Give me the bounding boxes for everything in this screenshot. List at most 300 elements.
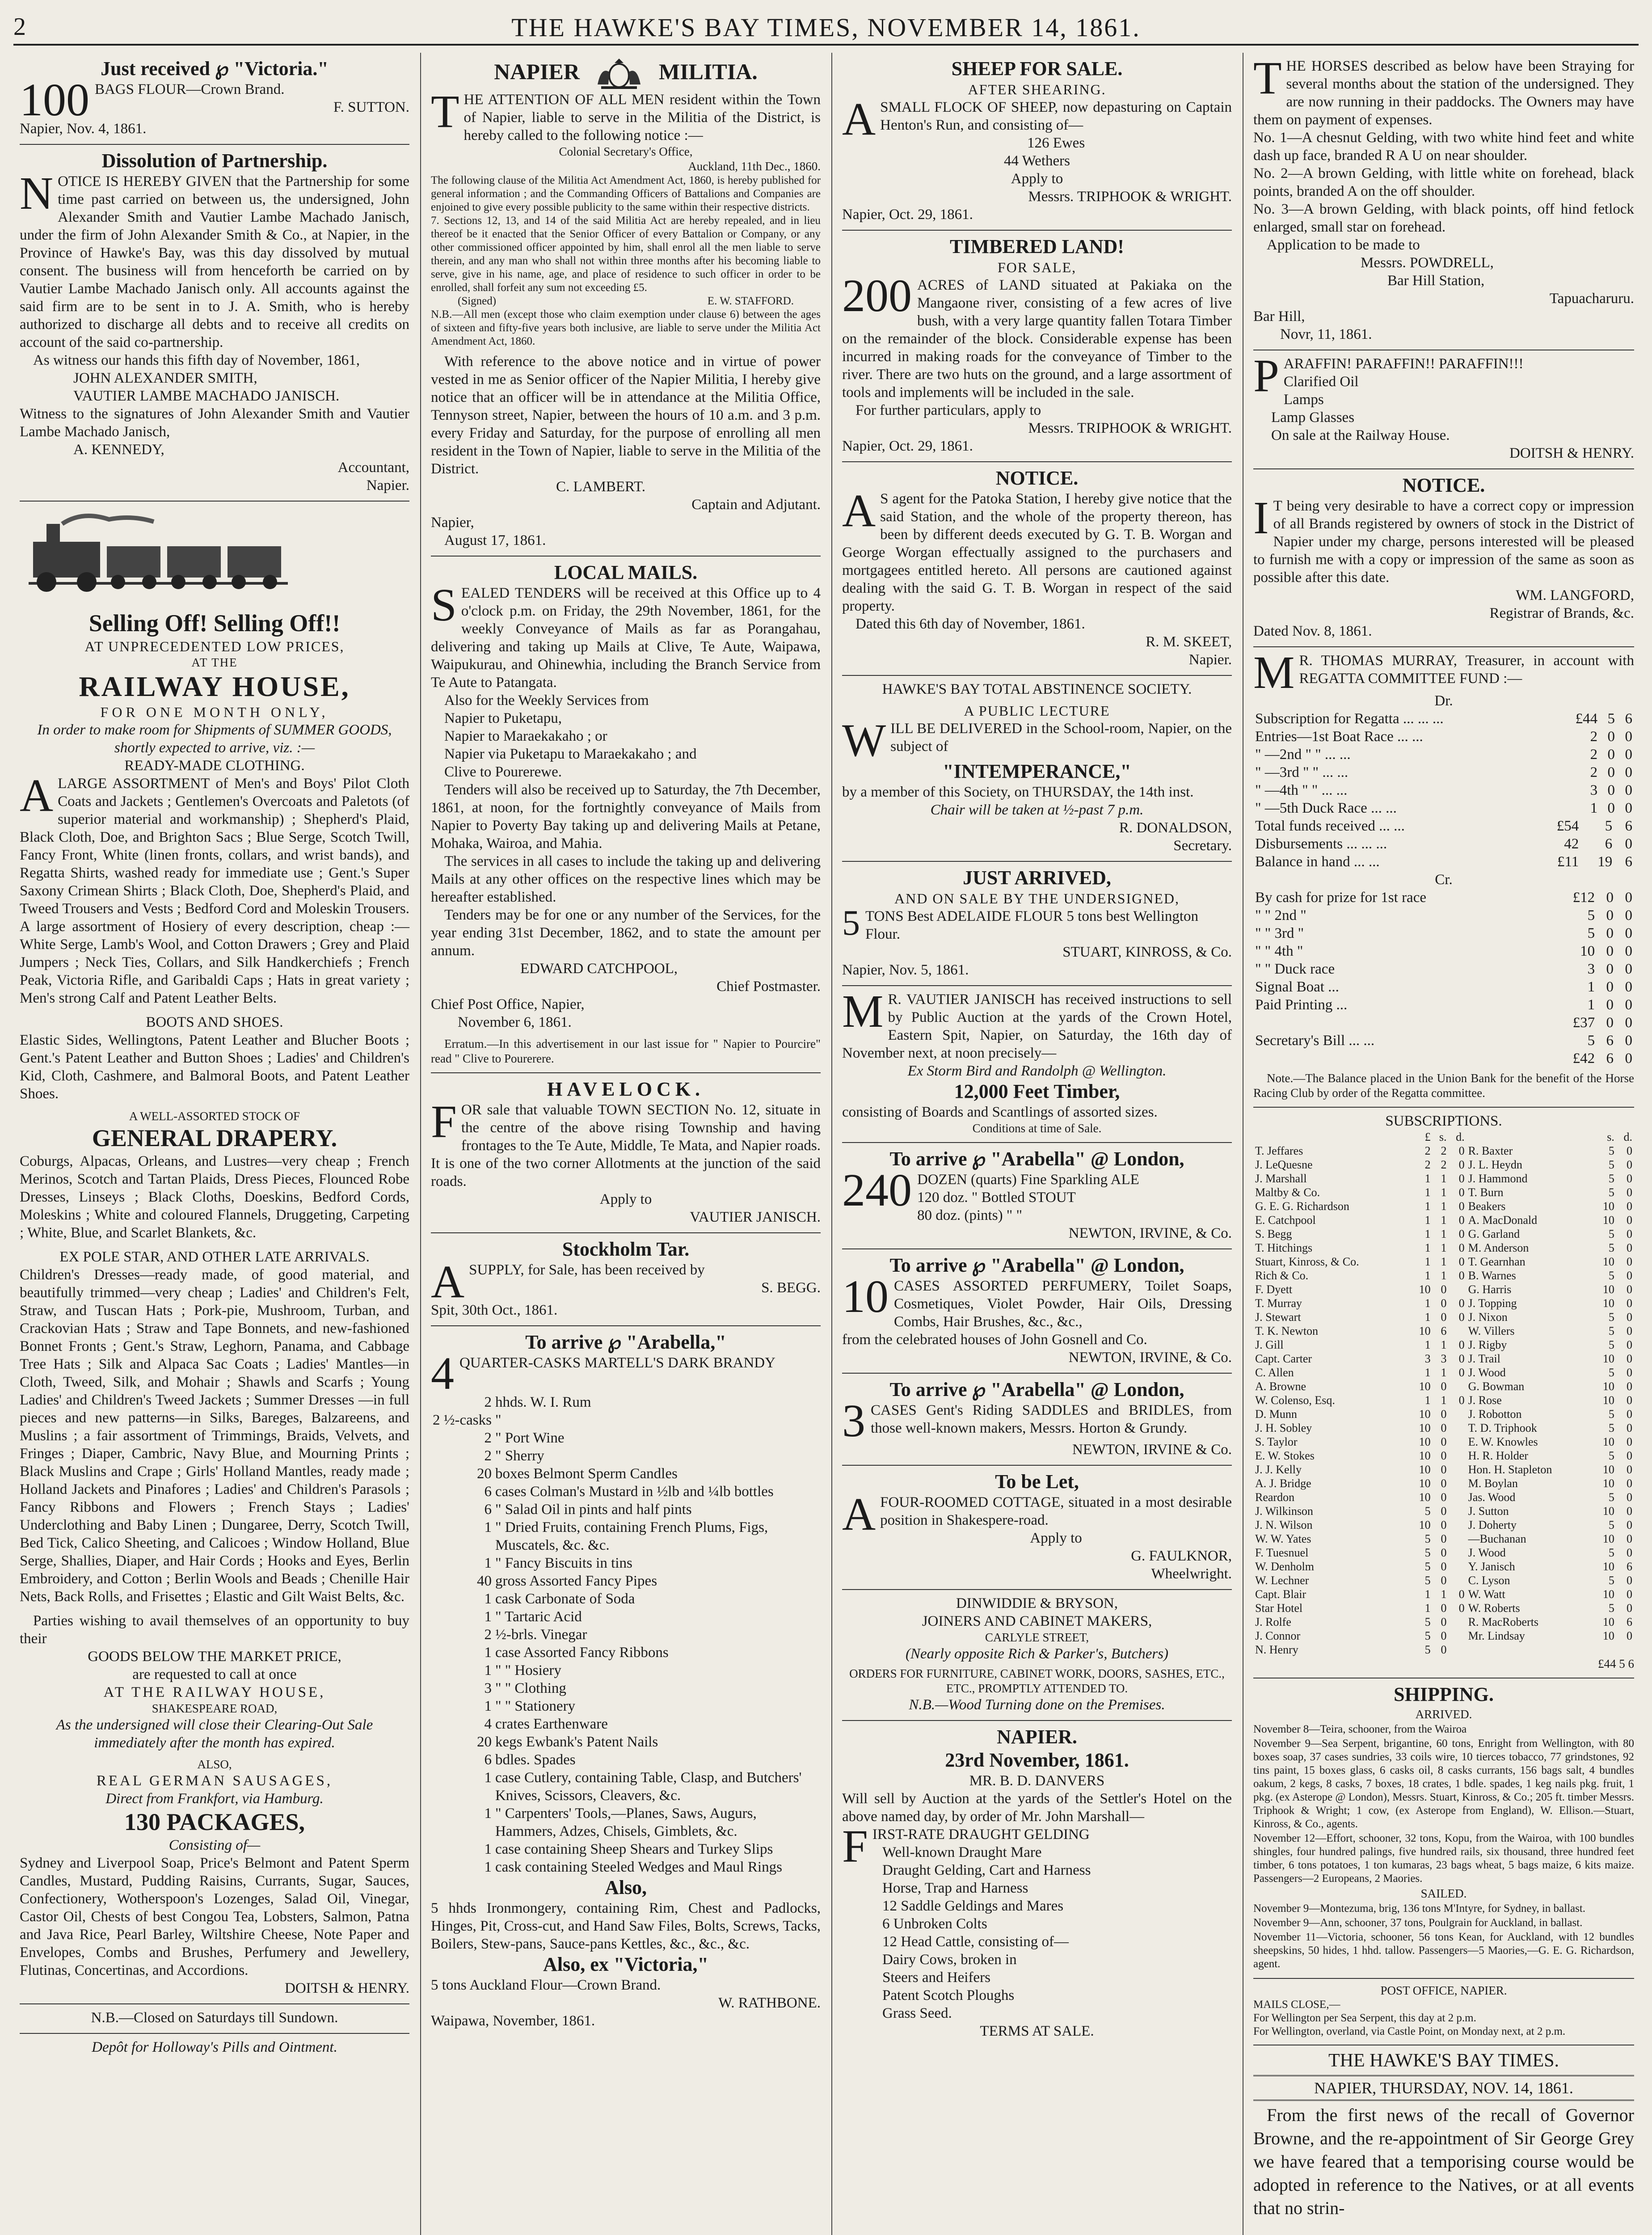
notice-body: MAILS CLOSE,— <box>1253 1999 1340 2011</box>
subscriber-name: J. Rigby <box>1468 1338 1507 1351</box>
amount-cell: 0 <box>1625 800 1632 816</box>
ad-heading: Dissolution of Partnership. <box>101 150 328 172</box>
goods-item: " " Stationery <box>495 1698 576 1714</box>
section-heading: Also, ex "Victoria," <box>543 1953 708 1975</box>
ad-signature: Messrs. TRIPHOOK & WRIGHT. <box>1028 420 1232 436</box>
notice-office: Colonial Secretary's Office, <box>559 144 693 158</box>
goods-item: QUARTER-CASKS MARTELL'S DARK BRANDY <box>459 1354 775 1371</box>
totals-table <box>1253 817 1634 871</box>
ad-address: (Nearly opposite Rich & Parker's, Butchers) <box>905 1646 1169 1662</box>
column-rule <box>831 53 832 2235</box>
ad-note: As the undersigned will close their Clearing-Out Sale immediately after the month has expired. <box>56 1717 373 1751</box>
debit-row <box>1253 781 1634 799</box>
account-note: Note.—The Balance placed in the Union Bank for the benefit of the Horse Racing Club by order of the Regatta committee. <box>1253 1071 1634 1100</box>
amount-cell <box>1449 1379 1467 1393</box>
shipping-news <box>1253 1678 1634 1979</box>
amount-cell: 1 <box>1441 1172 1447 1185</box>
ad-note: N.B.—Closed on Saturdays till Sundown. <box>91 2010 338 2026</box>
subscriber-name: R. Baxter <box>1468 1144 1513 1157</box>
ad-heading: To arrive ℘ "Arabella" @ London, <box>889 1379 1184 1400</box>
column-1 <box>13 53 416 2235</box>
subscription-row <box>1253 1144 1634 1158</box>
subscriber-name: C. Lyson <box>1468 1574 1510 1587</box>
subscription-row <box>1253 1435 1634 1449</box>
ad-heading: JUST ARRIVED, <box>963 867 1111 889</box>
goods-item: bdles. Spades <box>495 1751 576 1768</box>
amount-cell: 0 <box>1627 1297 1632 1310</box>
subscriber-name: Reardon <box>1255 1491 1295 1504</box>
row-label: Paid Printing ... <box>1255 997 1348 1013</box>
notice-witness: As witness our hands this fifth day of November, 1861, <box>33 352 360 368</box>
amount-cell: £54 <box>1556 818 1579 834</box>
goods-row <box>431 1858 821 1876</box>
subscriber-name: J. Hammond <box>1468 1172 1528 1185</box>
subscription-row <box>1253 1366 1634 1379</box>
ad-heading: Just received ℘ "Victoria." <box>101 58 329 80</box>
goods-item: " Tartaric Acid <box>495 1608 582 1625</box>
amount-cell <box>1616 1643 1634 1657</box>
amount-cell: 0 <box>1458 1269 1465 1282</box>
amount-cell: 5 <box>1587 925 1595 941</box>
amount-cell: 6 <box>1625 711 1632 727</box>
signed-label: (Signed) <box>458 295 497 307</box>
auction-item: 6 Unbroken Colts <box>882 1916 987 1932</box>
subscription-row <box>1253 1407 1634 1421</box>
subscriptions-list <box>1253 1108 1634 1678</box>
ad-heading: SHEEP FOR SALE. <box>951 58 1123 80</box>
subscription-row <box>1253 1379 1634 1393</box>
amount-cell: 10 <box>1602 1394 1614 1407</box>
ad-arabella-ale <box>842 1143 1232 1249</box>
section-subheading: ARRIVED. <box>1415 1708 1472 1721</box>
credit-row <box>1253 889 1634 907</box>
amount-cell: 5 <box>1607 711 1615 727</box>
amount-cell: 1 <box>1441 1214 1447 1227</box>
subscription-row <box>1253 1504 1634 1518</box>
amount-cell: 6 <box>1441 1324 1447 1337</box>
amount-cell: 0 <box>1458 1186 1465 1199</box>
amount-cell: 10 <box>1419 1491 1431 1504</box>
goods-qty: 1 <box>484 1698 492 1714</box>
credit-row <box>1253 960 1634 978</box>
drop-cap: W <box>842 715 886 766</box>
subscriber-name: C. Allen <box>1255 1366 1294 1379</box>
ad-body: TONS Best ADELAIDE FLOUR 5 tons best Wellington Flour. <box>865 908 1199 942</box>
ad-line: Ex Storm Bird and Randolph @ Wellington. <box>907 1063 1167 1079</box>
goods-row <box>431 1805 821 1840</box>
notice-body: Application to be made to <box>1267 237 1420 253</box>
drop-cap: M <box>842 986 884 1037</box>
ad-note: Depôt for Holloway's Pills and Ointment. <box>92 2039 337 2055</box>
amount-cell: 5 <box>1424 1574 1431 1587</box>
amount-cell <box>1449 1560 1467 1573</box>
amount-cell: 0 <box>1441 1491 1447 1504</box>
subscriber-name: J. L. Heydn <box>1468 1158 1522 1171</box>
goods-item: " Sherry <box>495 1447 544 1464</box>
goods-row <box>431 1393 821 1411</box>
ad-subheading: A PUBLIC LECTURE <box>964 703 1110 719</box>
column-3 <box>836 53 1238 2235</box>
page-number: 2 <box>13 13 26 41</box>
amount-cell: 2 <box>1424 1144 1431 1157</box>
amount-cell: 1 <box>1441 1186 1447 1199</box>
amount-cell: 0 <box>1458 1255 1465 1268</box>
amount-cell <box>1449 1532 1467 1546</box>
goods-row <box>431 1429 821 1447</box>
total-row <box>1253 817 1634 835</box>
subscription-row <box>1253 1213 1634 1227</box>
column-header: d. <box>1623 1130 1632 1143</box>
amount-cell: 0 <box>1607 764 1615 780</box>
ad-cottage-to-let <box>842 1466 1232 1590</box>
ad-heading: NOTICE. <box>995 467 1079 489</box>
amount-cell: 0 <box>1607 729 1615 745</box>
goods-row <box>431 1590 821 1608</box>
amount-cell: 0 <box>1458 1366 1465 1379</box>
amount-cell: 0 <box>1441 1602 1447 1615</box>
amount-cell: 0 <box>1627 1463 1632 1476</box>
amount-cell: 5 <box>1424 1615 1431 1628</box>
amount-cell: 0 <box>1606 925 1614 941</box>
ad-address: SHAKESPEARE ROAD, <box>152 1702 278 1715</box>
ad-quantity: 4 <box>431 1347 454 1399</box>
row-label: Disbursements ... ... ... <box>1255 836 1387 852</box>
goods-qty: 1 <box>484 1769 492 1786</box>
goods-qty: 1 <box>484 1859 492 1875</box>
subscriber-name: Mr. Lindsay <box>1468 1629 1525 1642</box>
row-label: Total funds received ... ... <box>1255 818 1405 834</box>
goods-qty: 40 <box>476 1573 492 1589</box>
amount-cell: 5 <box>1608 1449 1614 1462</box>
amount-cell: 0 <box>1458 1352 1465 1365</box>
ad-line: Apply to <box>1011 171 1063 187</box>
departures-list <box>1253 1902 1634 1971</box>
amount-cell: 5 <box>1424 1643 1431 1656</box>
amount-cell: 5 <box>1608 1311 1614 1324</box>
amount-cell: 10 <box>1419 1449 1431 1462</box>
column-4 <box>1247 53 1640 2235</box>
amount-cell <box>1449 1573 1467 1587</box>
amount-cell: 0 <box>1441 1505 1447 1518</box>
notice-body: Also for the Weekly Services from <box>444 692 649 708</box>
amount-cell: 3 <box>1424 1352 1431 1365</box>
spacer <box>1253 1130 1410 1144</box>
horse-description: No. 2—A brown Gelding, with little white on forehead, black points, branded A on the off shoulder. <box>1253 165 1634 199</box>
amount-cell <box>1594 1643 1616 1657</box>
amount-cell: 5 <box>1608 1158 1614 1171</box>
amount-cell: 0 <box>1627 1380 1632 1393</box>
amount-cell: 0 <box>1625 1015 1632 1031</box>
ad-date: Napier, Nov. 4, 1861. <box>20 121 147 137</box>
editorial-dateline: NAPIER, THURSDAY, NOV. 14, 1861. <box>1314 2079 1573 2097</box>
ad-subheading: JOINERS AND CABINET MAKERS, <box>922 1613 1152 1629</box>
subscriber-name: W. Watt <box>1468 1588 1505 1601</box>
signature: E. W. STAFFORD. <box>707 295 794 307</box>
credit-table <box>1253 889 1634 1067</box>
auctioneer-name: MR. B. D. DANVERS <box>969 1773 1105 1789</box>
amount-cell: £12 <box>1572 890 1595 906</box>
amount-cell: 0 <box>1627 1144 1632 1157</box>
newspaper-title: THE HAWKE'S BAY TIMES, NOVEMBER 14, 1861. <box>511 13 1141 42</box>
row-label: Signal Boat ... <box>1255 979 1339 995</box>
amount-cell: 0 <box>1441 1518 1447 1531</box>
goods-qty: 1 <box>484 1608 492 1625</box>
ad-body: consisting of Boards and Scantlings of assorted sizes. <box>842 1104 1158 1120</box>
drop-cap: F <box>431 1096 457 1147</box>
ad-quantity: 10 <box>842 1271 889 1322</box>
amount-cell <box>1449 1615 1467 1629</box>
notice-body: HE HORSES described as below have been Straying for several months about the station of the undersigned. They are now running in their paddocks. The Owners may have them on payment of expenses. <box>1253 58 1634 128</box>
amount-cell: 0 <box>1627 1408 1632 1421</box>
amount-cell: 0 <box>1458 1297 1465 1310</box>
goods-qty: 2 <box>484 1430 492 1446</box>
amount-cell <box>1449 1490 1467 1504</box>
row-label: " —5th Duck Race ... ... <box>1255 800 1397 816</box>
section-heading: SUBSCRIPTIONS. <box>1385 1113 1502 1129</box>
amount-cell: 0 <box>1441 1560 1447 1573</box>
amount-cell: 10 <box>1602 1560 1614 1573</box>
subscriber-name: J. H. Sobley <box>1255 1421 1312 1434</box>
goods-qty: 1 <box>484 1644 492 1661</box>
amount-cell: 10 <box>1419 1324 1431 1337</box>
ad-heading: DINWIDDIE & BRYSON, <box>956 1595 1118 1611</box>
ad-signature: DOITSH & HENRY. <box>1509 445 1634 461</box>
goods-row <box>431 1715 821 1733</box>
goods-item: case containing Sheep Shears and Turkey Slips <box>495 1841 773 1857</box>
ad-body: Elastic Sides, Wellingtons, Patent Leather and Blucher Boots ; Gent.'s Patent Leather and Button Shoes ; Ladies' and Children's Kid, Cloth, Cashmere, and Balmoral Boots, and Patent Leather Shoes. <box>20 1032 409 1102</box>
amount-cell: 1 <box>1424 1200 1431 1213</box>
amount-cell: 1 <box>1441 1588 1447 1601</box>
amount-cell: 1 <box>1441 1227 1447 1240</box>
subscriber-name: W. Villers <box>1468 1324 1515 1337</box>
ad-quantity: 200 <box>842 270 912 321</box>
ad-heading: To arrive ℘ "Arabella," <box>525 1331 726 1353</box>
amount-cell: 1 <box>1441 1241 1447 1254</box>
spacer <box>1467 1130 1594 1144</box>
subscriber-name: J. Gill <box>1255 1338 1284 1351</box>
auction-item: 12 Saddle Geldings and Mares <box>882 1898 1064 1914</box>
subscriber-name: J. Trail <box>1468 1352 1500 1365</box>
subscription-row <box>1253 1352 1634 1366</box>
row-label <box>1253 1050 1553 1067</box>
row-label: " " Duck race <box>1255 961 1335 977</box>
witness-place: Napier. <box>366 477 409 493</box>
ad-adelaide-flour <box>842 862 1232 986</box>
amount-cell: 2 <box>1590 764 1598 780</box>
section-heading: 130 PACKAGES, <box>124 1809 305 1835</box>
ad-subheading: FOR ONE MONTH ONLY, <box>100 704 329 720</box>
amount-cell: 0 <box>1441 1574 1447 1587</box>
ad-heading: To arrive ℘ "Arabella" @ London, <box>889 1148 1184 1170</box>
drop-cap: P <box>1253 350 1279 401</box>
ad-heading: Selling Off! Selling Off!! <box>88 610 341 637</box>
amount-cell: 1 <box>1424 1311 1431 1324</box>
subscriber-name: H. R. Holder <box>1468 1449 1528 1462</box>
credit-row <box>1253 942 1634 960</box>
ad-heading: To arrive ℘ "Arabella" @ London, <box>889 1254 1184 1276</box>
amount-cell: 1 <box>1424 1602 1431 1615</box>
notice-date: August 17, 1861. <box>444 532 546 548</box>
mail-route: Napier to Puketapu, <box>444 710 562 726</box>
amount-cell: 0 <box>1627 1172 1632 1185</box>
goods-qty: 2 <box>484 1626 492 1643</box>
subscriber-name: Capt. Carter <box>1255 1352 1312 1365</box>
amount-cell: 0 <box>1458 1311 1465 1324</box>
amount-cell: 0 <box>1441 1435 1447 1448</box>
notice-date: Novr, 11, 1861. <box>1280 326 1372 342</box>
amount-cell: 0 <box>1441 1643 1447 1656</box>
amount-cell: 0 <box>1606 890 1614 906</box>
amount-cell: 1 <box>1424 1338 1431 1351</box>
amount-cell: 5 <box>1608 1518 1614 1531</box>
amount-cell: 1 <box>1424 1241 1431 1254</box>
amount-cell: 0 <box>1441 1477 1447 1490</box>
row-label: Balance in hand ... ... <box>1255 854 1380 870</box>
amount-cell: 0 <box>1441 1421 1447 1434</box>
subscription-row <box>1253 1324 1634 1338</box>
amount-cell: 0 <box>1458 1588 1465 1601</box>
arrival-entry: November 9—Sea Serpent, brigantine, 60 tons, Enright from Wellington, with 80 boxes soap, 37 cases sundries, 33 coils wire, 10 tierces tobacco, 77 grindstones, 92 tins paint, 15 boxes glass, 6 casks oil, 8 casks currants, 156 bags salt, 4 bundles oakum, 2 kegs, 8 casks, 7 boxes, 18 crates, 1 bdle. spades, 1 keg nails pkg. fruit, 1 pkg. (ex Asterope @ London), Messrs. Stuart, Kinross, & Co.; 205 ft. timber Messrs. Triphook & Wright; 1 cow, (ex Asterope from England), W. Ellison.—Stuart, Kinross, & Co., agents. <box>1253 1737 1634 1830</box>
signature: R. M. SKEET, <box>1146 634 1232 650</box>
amount-cell: 0 <box>1625 961 1632 977</box>
notice-place: Bar Hill, <box>1253 308 1305 325</box>
credit-label: Cr. <box>1435 872 1453 888</box>
subscription-row <box>1253 1296 1634 1310</box>
ad-line: from the celebrated houses of John Gosnell and Co. <box>842 1332 1147 1348</box>
ad-signature: DOITSH & HENRY. <box>284 1980 409 1996</box>
ad-body: Children's Dresses—ready made, of good material, and beautifully trimmed—very cheap ; Ladies' and Children's Felt, Straw, and Tuscan Hats ; Pork-pie, Mushroom, Turban, and Crackovian Hats ; Straw and Tape Bonnets, and new-fashioned Bonnet Fronts ; Gent.'s Straw, Leghorn, Panama, and Cabbage Tree Hats ; Silk and Alpaca Sac Coats ; Ladies' Mantles—in Cloth, Tweed, Silk, and Mohair ; Shawls and Scarfs ; Young Ladies' and Children's Tweed Jackets ; Summer Dresses —in full pieces and new patterns—in Silks, Bareges, Balzareens, and Muslins ; a fair assortment of Trimmings, Braids, Velvets, and Fringes ; Diaper, Cambric, Navy Blue, and Mourning Prints ; Black Muslins and Crape ; Girls' Holland Mantles, ready made ; Holland Jackets and Pinafores ; Ladies' and Children's Parasols ; Fancy Ribbons and Flowers ; French Stays ; Ladies' Underclothing and Baby Linen ; Dungaree, Derry, Scotch Twill, Bed Tick, Calico Sheeting, and Calicoes ; Window Holland, Blue Serge, Shallies, Diaper, and Hair Cords ; Hooks and Eyes, Berlin Embroidery, and Cotton ; Berlin Wools and Beads ; Chenille Hair Nets, Back Rolls, and Frisettes ; Elastic and Gilt Waist Belts, &c. <box>20 1267 409 1605</box>
subscriber-name: S. Begg <box>1255 1227 1292 1240</box>
amount-cell: 0 <box>1627 1477 1632 1490</box>
ad-heading: HAWKE'S BAY TOTAL ABSTINENCE SOCIETY. <box>882 681 1192 697</box>
subscription-row <box>1253 1476 1634 1490</box>
subscriber-name: G. E. G. Richardson <box>1255 1200 1349 1213</box>
amount-cell: 0 <box>1627 1394 1632 1407</box>
ad-stockholm-tar <box>431 1233 821 1326</box>
amount-cell: 0 <box>1627 1352 1632 1365</box>
row-label: Entries—1st Boat Race ... ... <box>1255 729 1423 745</box>
row-label: " " 2nd " <box>1255 907 1306 924</box>
account-intro: R. THOMAS MURRAY, Treasurer, in account with REGATTA COMMITTEE FUND :— <box>1299 653 1634 687</box>
signature: JOHN ALEXANDER SMITH, <box>73 370 257 386</box>
ad-body: Coburgs, Alpacas, Orleans, and Lustres—very cheap ; French Merinos, Scotch and Tartan Plaids, Dress Pieces, Flounced Robe Dresses, Linseys ; Black Cloths, Doeskins, Bedford Cords, Moleskins ; White and coloured Flannels, Druggeting, Carpeting ; White, Blue, and Scarlet Blankets, &c. <box>20 1153 409 1241</box>
amount-cell <box>1449 1449 1467 1463</box>
row-label: " —3rd " " ... ... <box>1255 764 1349 780</box>
column-rule <box>420 53 421 2235</box>
amount-cell: 5 <box>1608 1227 1614 1240</box>
ad-sheep-for-sale <box>842 53 1232 231</box>
secretary-bill-row <box>1253 1032 1634 1050</box>
notice-patoka-station <box>842 462 1232 676</box>
drop-cap: A <box>842 93 876 145</box>
amount-cell: 1 <box>1590 800 1598 816</box>
notice-date: Dated this 6th day of November, 1861. <box>856 616 1085 632</box>
amount-cell: 0 <box>1458 1241 1465 1254</box>
credit-row <box>1253 996 1634 1014</box>
goods-item: crates Earthenware <box>495 1716 608 1732</box>
divider <box>1253 2075 1634 2076</box>
ad-date: Napier, Nov. 5, 1861. <box>842 962 969 978</box>
amount-cell: 5 <box>1424 1546 1431 1559</box>
subscriber-name: —Buchanan <box>1468 1532 1526 1545</box>
amount-cell: 5 <box>1424 1629 1431 1642</box>
subscriber-name: J. Doherty <box>1468 1518 1517 1531</box>
amount-cell: 0 <box>1625 890 1632 906</box>
amount-cell <box>1449 1643 1467 1657</box>
goods-item: boxes Belmont Sperm Candles <box>495 1465 678 1482</box>
amount-cell: 0 <box>1627 1574 1632 1587</box>
subscriber-name: Jas. Wood <box>1468 1491 1516 1504</box>
drop-cap: A <box>842 1489 876 1540</box>
goods-qty: 1 <box>484 1841 492 1857</box>
column-header: d. <box>1456 1130 1465 1143</box>
ad-line: 5 tons Auckland Flour—Crown Brand. <box>431 1977 661 1993</box>
ad-heading: ARAFFIN! PARAFFIN!! PARAFFIN!!! <box>1283 356 1524 372</box>
editorial <box>1253 2045 1634 2220</box>
drop-cap: S <box>431 579 457 631</box>
drop-cap: F <box>842 1821 868 1872</box>
amount-cell: 0 <box>1625 729 1632 745</box>
amount-cell: 0 <box>1625 764 1632 780</box>
subscriber-name: M. Boylan <box>1468 1477 1518 1490</box>
signature: Messrs. POWDRELL, <box>1361 255 1494 271</box>
ad-heading: HAVELOCK. <box>547 1078 705 1100</box>
ad-railway-house <box>20 502 409 2004</box>
debit-row <box>1253 799 1634 817</box>
notice-body: T being very desirable to have a correct copy or impression of all Brands registered by owners of stock in the District of Napier under my charge, persons interested will be pleased to furnish me with a copy or impression of the same as soon as possible after this date. <box>1253 498 1634 586</box>
arrival-entry: November 12—Effort, schooner, 32 tons, Kopu, from the Wairoa, with 100 bundles shingles, four hundred palings, five hundred rails, six thousand, three hundred feet timber, 6 tons potatoes, 1 ton kumaras, 23 bags wheat, 5 bags maize, 6 kits maize. Passengers—2 Europeans, 2 Maories. <box>1253 1832 1634 1885</box>
amount-cell: 10 <box>1602 1629 1614 1642</box>
post-office-notice <box>1253 1979 1634 2045</box>
section-heading: 12,000 Feet Timber, <box>954 1080 1120 1102</box>
subscriber-name: T. Jeffares <box>1255 1144 1303 1157</box>
ad-signature: S. BEGG. <box>761 1279 821 1296</box>
amount-cell: 2 <box>1441 1158 1447 1171</box>
amount-cell: 5 <box>1587 907 1595 924</box>
ad-signature: NEWTON, IRVINE, & Co. <box>1068 1349 1232 1366</box>
notice-place: Napier, <box>431 514 474 531</box>
row-label: By cash for prize for 1st race <box>1255 890 1426 906</box>
amount-cell: 10 <box>1602 1435 1614 1448</box>
amount-cell: 1 <box>1441 1338 1447 1351</box>
goods-item: hhds. W. I. Rum <box>495 1394 591 1410</box>
subscriber-name: T. Murray <box>1255 1297 1302 1310</box>
amount-cell: 10 <box>1602 1505 1614 1518</box>
mail-route: Napier via Puketapu to Maraekakaho ; and <box>444 746 697 762</box>
notice-body: ILL BE DELIVERED in the School-room, Napier, on the subject of <box>890 721 1232 755</box>
goods-item: gross Assorted Fancy Pipes <box>495 1573 657 1589</box>
amount-cell: 5 <box>1608 1144 1614 1157</box>
section-heading: GOODS BELOW THE MARKET PRICE, <box>88 1649 341 1665</box>
goods-item: cask Carbonate of Soda <box>495 1590 635 1607</box>
debit-row <box>1253 710 1634 728</box>
divider <box>1253 2100 1634 2101</box>
goods-row <box>431 1697 821 1715</box>
amount-cell <box>1449 1421 1467 1435</box>
arrival-entry: November 8—Teira, schooner, from the Wairoa <box>1253 1723 1467 1735</box>
ad-body: 5 hhds Ironmongery, containing Rim, Chest and Padlocks, Hinges, Pit, Cross-cut, and Hand Saw Files, Bolts, Screws, Tacks, Boilers, Stew-pans, Sauce-pans Kettles, &c., &c., &c. <box>431 1900 821 1952</box>
subscriber-name: E. Catchpool <box>1255 1214 1316 1227</box>
amount-cell: 6 <box>1606 1050 1614 1067</box>
drop-cap: T <box>1253 53 1282 104</box>
subscriber-name: J. LeQuesne <box>1255 1158 1313 1171</box>
goods-row <box>431 1501 821 1518</box>
ad-timber-auction <box>842 986 1232 1143</box>
subscriber-name: D. Munn <box>1255 1408 1297 1421</box>
lecture-topic: "INTEMPERANCE," <box>943 760 1131 782</box>
ad-heading: Stockholm Tar. <box>562 1238 690 1260</box>
ad-address: CARLYLE STREET, <box>985 1631 1089 1644</box>
